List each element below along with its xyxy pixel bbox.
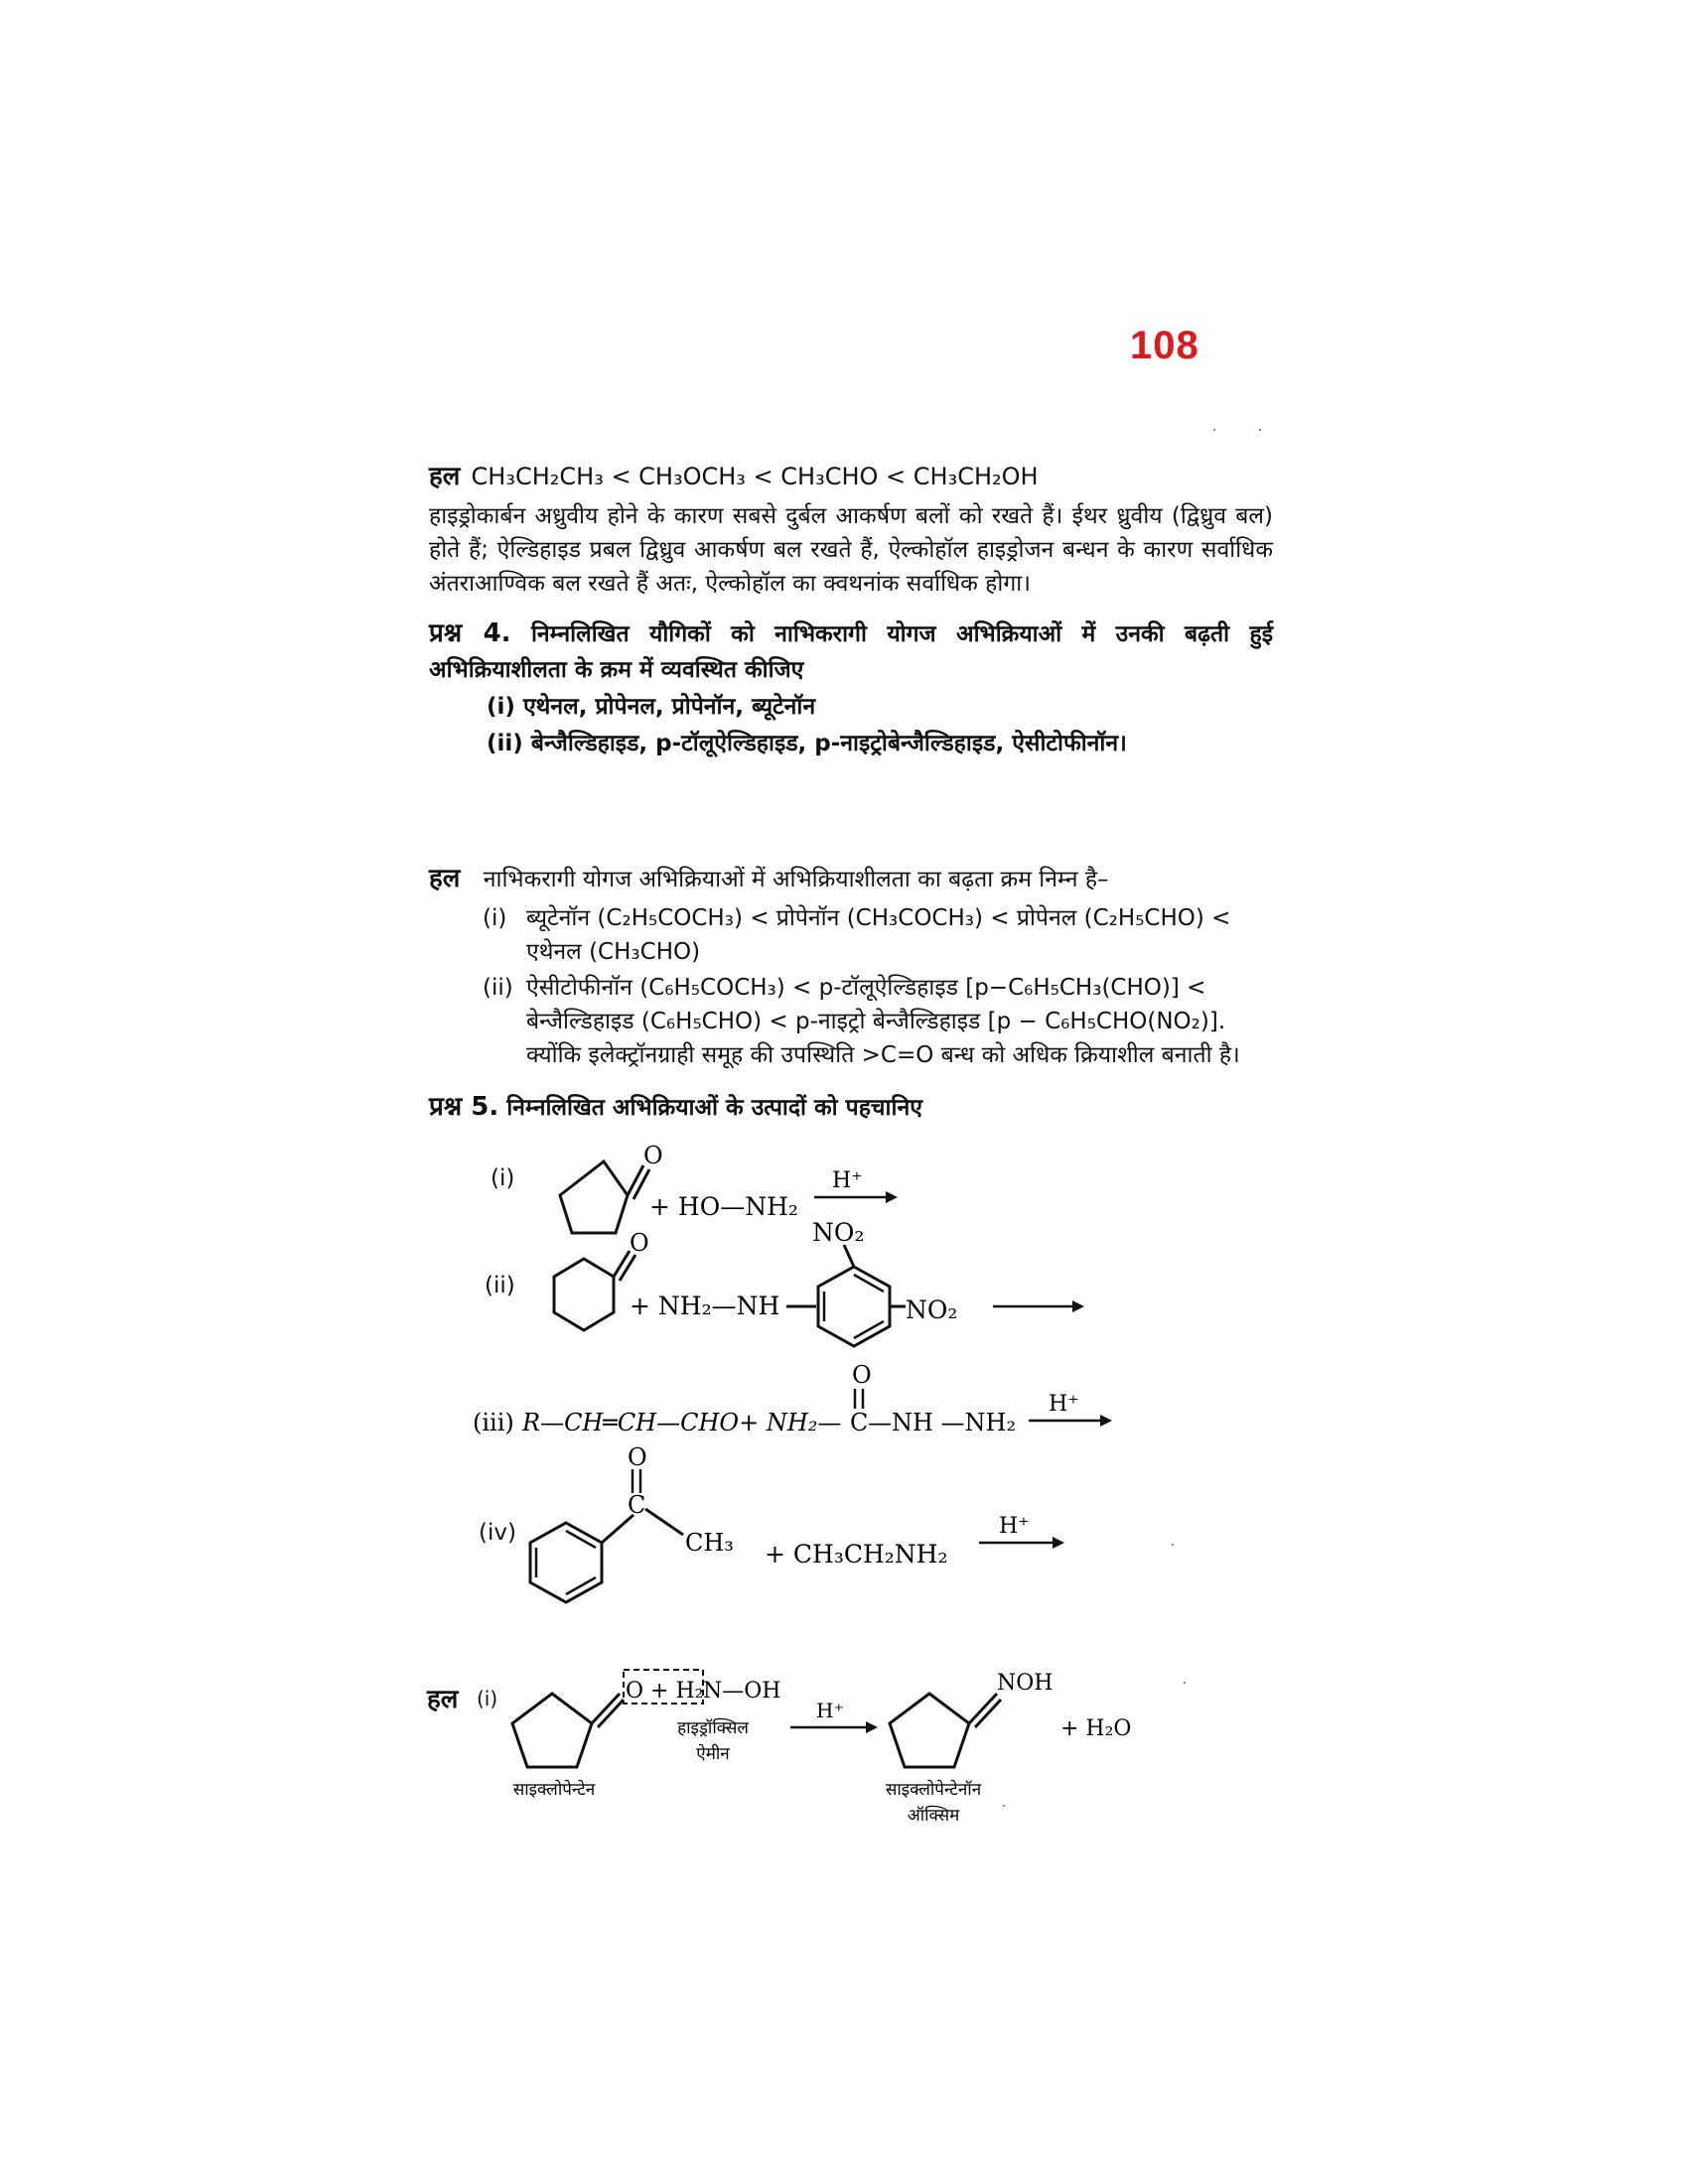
question5-text: निम्नलिखित अभिक्रियाओं के उत्पादों को पहचानिए [506,1095,922,1121]
scan-speck [1259,429,1261,431]
arrow-head [1100,1415,1112,1427]
oxime-group: NOH [997,1671,1054,1696]
catalyst-label: H⁺ [999,1514,1030,1539]
answer4-reason: क्योंकि इलेक्ट्रॉनग्राही समूह की उपस्थिति >C=O बन्ध को अधिक क्रियाशील बनाती है। [526,1042,1240,1068]
boxed-atoms: O + H₂ [626,1679,704,1704]
methyl-bond [645,1509,683,1535]
reaction4-diagram [516,1439,1072,1608]
answer5-diagram [496,1638,1192,1827]
nitro-group-right: NO₂ [906,1296,958,1324]
scan-speck [1003,1805,1005,1807]
arrow-head [1053,1537,1064,1549]
aromatic-bond [566,1577,596,1594]
arrow-head [886,1191,898,1203]
answer4-intro: नाभिकरागी योगज अभिक्रियाओं में अभिक्रियाशीलता का बढ़ता क्रम निम्न है– [483,867,1109,892]
phenyl-carbonyl-bond [602,1515,633,1543]
reaction3-number: (iii) [473,1409,514,1436]
reagent-name-line1: हाइड्रॉक्सिल [677,1718,749,1738]
reactant-name: साइक्लोपेन्टेन [512,1780,596,1800]
arrow-head [866,1721,878,1733]
reaction2-diagram [506,1211,1142,1360]
question4-text: निम्नलिखित यौगिकों को नाभिकरागी योगज अभिक्रियाओं में उनकी बढ़ती हुई अभिक्रियाशीलता के क्रम में व्यवस्थित कीजिए [429,621,1273,683]
carbonyl-bond [633,1169,649,1199]
arrow-head [1072,1300,1084,1312]
water-byproduct: + H₂O [1060,1716,1132,1741]
question-label: प्रश्न 5. [429,1092,499,1122]
answer4-item-1-num: (i) [483,905,507,931]
oxime-ring [890,1694,969,1767]
question-label: प्रश्न 4. [429,618,511,648]
answer4-item-1 [526,901,1273,969]
reaction3-left: R—CH═CH—CHO+ NH₂— [522,1409,842,1436]
hydroxylamine-reagent: + HO—NH₂ [649,1192,798,1221]
question4 [429,615,1273,688]
aromatic-bond [854,1275,884,1292]
item-text: एथेनल, प्रोपेनल, प्रोपेनॉन, ब्यूटेनॉन [522,694,816,720]
product-name-line2: ऑक्सिम [907,1806,960,1826]
scan-speck [1184,1682,1186,1684]
page-number: 108 [1130,324,1199,367]
question5 [429,1090,922,1125]
scan-speck [1172,1544,1174,1546]
ethylamine-reagent: + CH₃CH₂NH₂ [765,1540,948,1569]
cyclohexanone-ring [554,1259,614,1330]
carbonyl-bond [628,1165,643,1195]
answer4-item-2 [526,971,1273,1072]
carbonyl-oxygen: O [630,1229,649,1257]
reagent-name-line2: ऐमीन [696,1744,730,1764]
item-text: बेन्जैल्डिहाइड, p-टॉलूऐल्डिहाइड, p-नाइट्रोबेन्जैल्डिहाइड, ऐसीटोफीनॉन। [530,731,1127,756]
answer-label: हल [427,1685,459,1714]
semicarbazide-carbon: C [850,1409,869,1436]
no2-bond [844,1245,854,1267]
question4-item-1 [487,690,815,724]
carbonyl-oxygen: O [628,1443,647,1471]
aromatic-bond [566,1531,596,1548]
answer3-heading [429,457,1039,493]
semicarbazide-oxygen: O [852,1361,872,1389]
question4-item-2 [487,727,1127,760]
item-number: (ii) [487,731,523,756]
answer4-item-2-num: (ii) [483,975,513,1001]
nitro-group-top: NO₂ [812,1218,865,1247]
item-line: एथेनल (CH₃CHO) [526,939,701,965]
reaction3-right: —NH —NH₂ [868,1409,1017,1436]
benzene-ring [818,1267,890,1346]
answer3-explanation: हाइड्रोकार्बन अध्रुवीय होने के कारण सबसे दुर्बल आकर्षण बलों को रखते हैं। ईथर ध्रुवीय (द्विध्रुव बल) होते हैं; ऐल्डिहाइड प्रबल द्विध्रुव आकर्षण बल रखते हैं, ऐल्कोहॉल हाइड्रोजन बन्धन के कारण सर्वाधिक अंतराआण्विक बल रखते हैं अतः, ऐल्कोहॉल का क्वथनांक सर्वाधिक होगा। [429,503,1273,597]
reaction3-diagram [473,1355,1148,1444]
item-line: ऐसीटोफीनॉन (C₆H₅COCH₃) < p-टॉलूऐल्डिहाइड [p−C₆H₅CH₃(CHO)] < [526,975,1206,1001]
reaction1-number: (i) [491,1165,515,1191]
benzene-ring [530,1523,602,1602]
item-number: (i) [487,694,515,720]
scan-speck [1213,429,1215,431]
carbonyl-oxygen: O [643,1142,663,1169]
answer-label: हल [429,864,461,893]
aromatic-bond [854,1321,884,1338]
catalyst-label: H⁺ [816,1699,844,1722]
answer-label: हल [429,462,461,491]
answer4-heading [429,862,1109,896]
hydroxylamine-rest: N—OH [703,1679,781,1704]
product-name-line1: साइक्लोपेन्टेनॉन [885,1780,982,1800]
methyl-group: CH₃ [685,1529,734,1557]
item-line: बेन्जैल्डिहाइड (C₆H₅CHO) < p-नाइट्रो बेन्जैल्डिहाइड [p − C₆H₅CHO(NO₂)]. [526,1009,1226,1034]
answer5-number: (i) [477,1687,498,1710]
reaction4-number: (iv) [479,1520,516,1546]
carbonyl-carbon: C [628,1491,646,1519]
item-line: ब्यूटेनॉन (C₂H₅COCH₃) < प्रोपेनॉन (CH₃COCH₃) < प्रोपेनल (C₂H₅CHO) < [526,905,1231,931]
boiling-point-order: CH₃CH₂CH₃ < CH₃OCH₃ < CH₃CHO < CH₃CH₂OH [471,463,1039,490]
hydrazine-reagent: + NH₂—NH [630,1292,780,1320]
cyclopentanone-ring [512,1694,592,1767]
reaction2-number: (ii) [485,1273,515,1298]
carbonyl-bond [614,1251,630,1277]
catalyst-label: H⁺ [1049,1392,1079,1417]
catalyst-label: H⁺ [832,1168,863,1193]
carbonyl-bond [620,1255,635,1281]
